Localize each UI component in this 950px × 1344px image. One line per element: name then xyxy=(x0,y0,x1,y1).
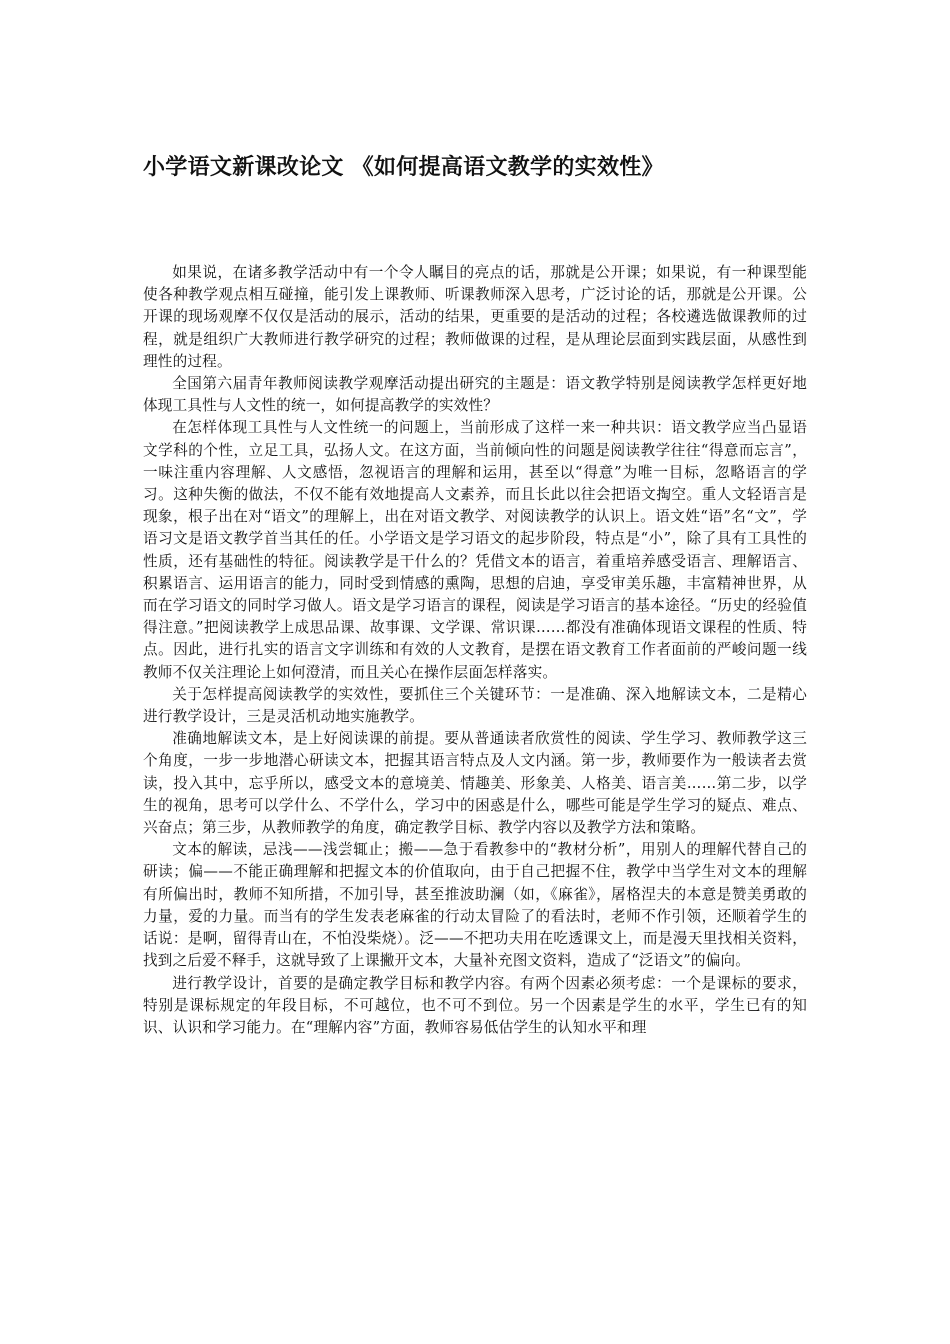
paragraph: 关于怎样提高阅读教学的实效性，要抓住三个关键环节：一是准确、深入地解读文本，二是精心进行教学设计，三是灵活机动地实施教学。 xyxy=(143,685,807,726)
paragraph: 如果说，在诸多教学活动中有一个令人瞩目的亮点的话，那就是公开课；如果说，有一种课型能使各种教学观点相互碰撞，能引发上课教师、听课教师深入思考，广泛讨论的话，那就是公开课。公开课的现场观摩不仅仅是活动的展示，活动的结果，更重要的是活动的过程；各校遴选做课教师的过程，就是组织广大教师进行教学研究的过程；教师做课的过程，是从理论层面到实践层面，从感性到理性的过程。 xyxy=(143,264,807,370)
document-title: 小学语文新课改论文 《如何提高语文教学的实效性》 xyxy=(143,155,664,180)
paragraph: 准确地解读文本，是上好阅读课的前提。要从普通读者欣赏性的阅读、学生学习、教师教学这三个角度，一步一步地潜心研读文本，把握其语言特点及人文内涵。第一步，教师要作为一般读者去赏读，投入其中，忘乎所以，感受文本的意境美、情趣美、形象美、人格美、语言美……第二步，以学生的视角，思考可以学什么、不学什么，学习中的困惑是什么，哪些可能是学生学习的疑点、难点、兴奋点；第三步，从教师教学的角度，确定教学目标、教学内容以及教学方法和策略。 xyxy=(143,730,807,837)
document-body xyxy=(143,262,807,1039)
paragraph: 进行教学设计，首要的是确定教学目标和教学内容。有两个因素必须考虑：一个是课标的要求，特别是课标规定的年段目标，不可越位，也不可不到位。另一个因素是学生的水平，学生已有的知识、认识和学习能力。在“理解内容”方面，教师容易低估学生的认知水平和理 xyxy=(143,974,807,1036)
paragraph: 在怎样体现工具性与人文性统一的问题上，当前形成了这样一来一种共识：语文教学应当凸显语文学科的个性，立足工具，弘扬人文。在这方面，当前倾向性的问题是阅读教学往往“得意而忘言”，一味注重内容理解、人文感悟，忽视语言的理解和运用，甚至以“得意”为唯一目标，忽略语言的学习。这种失衡的做法，不仅不能有效地提高人文素养，而且长此以往会把语文掏空。重人文轻语言是现象，根子出在对“语文”的理解上，出在对语文教学、对阅读教学的认识上。语文姓“语”名“文”，学语习文是语文教学首当其任的任。小学语文是学习语文的起步阶段，特点是“小”，除了具有工具性的性质，还有基础性的特征。阅读教学是干什么的？凭借文本的语言，着重培养感受语言、理解语言、积累语言、运用语言的能力，同时受到情感的熏陶，思想的启迪，享受审美乐趣，丰富精神世界，从而在学习语文的同时学习做人。语文是学习语言的课程，阅读是学习语言的基本途径。“历史的经验值得注意。”把阅读教学上成思品课、故事课、文学课、常识课……都没有准确体现语文课程的性质、特点。因此，进行扎实的语言文字训练和有效的人文教育，是摆在语文教育工作者面前的严峻问题一线教师不仅关注理论上如何澄清，而且关心在操作层面怎样落实。 xyxy=(143,419,807,681)
paragraph: 文本的解读，忌浅——浅尝辄止；搬——急于看教参中的“教材分析”，用别人的理解代替自己的研读；偏——不能正确理解和把握文本的价值取向，由于自己把握不住，教学中当学生对文本的理解有所偏出时，教师不知所措，不加引导，甚至推波助澜（如，《麻雀》，屠格涅夫的本意是赞美勇敢的力量，爱的力量。而当有的学生发表老麻雀的行动太冒险了的看法时，老师不作引领，还顺着学生的话说：是啊，留得青山在，不怕没柴烧）。泛——不把功夫用在吃透课文上，而是漫天里找相关资料，找到之后爱不释手，这就导致了上课撇开文本，大量补充图文资料，造成了“泛语文”的偏向。 xyxy=(143,841,807,970)
paragraph: 全国第六届青年教师阅读教学观摩活动提出研究的主题是：语文教学特别是阅读教学怎样更好地体现工具性与人文性的统一，如何提高教学的实效性？ xyxy=(143,375,807,415)
